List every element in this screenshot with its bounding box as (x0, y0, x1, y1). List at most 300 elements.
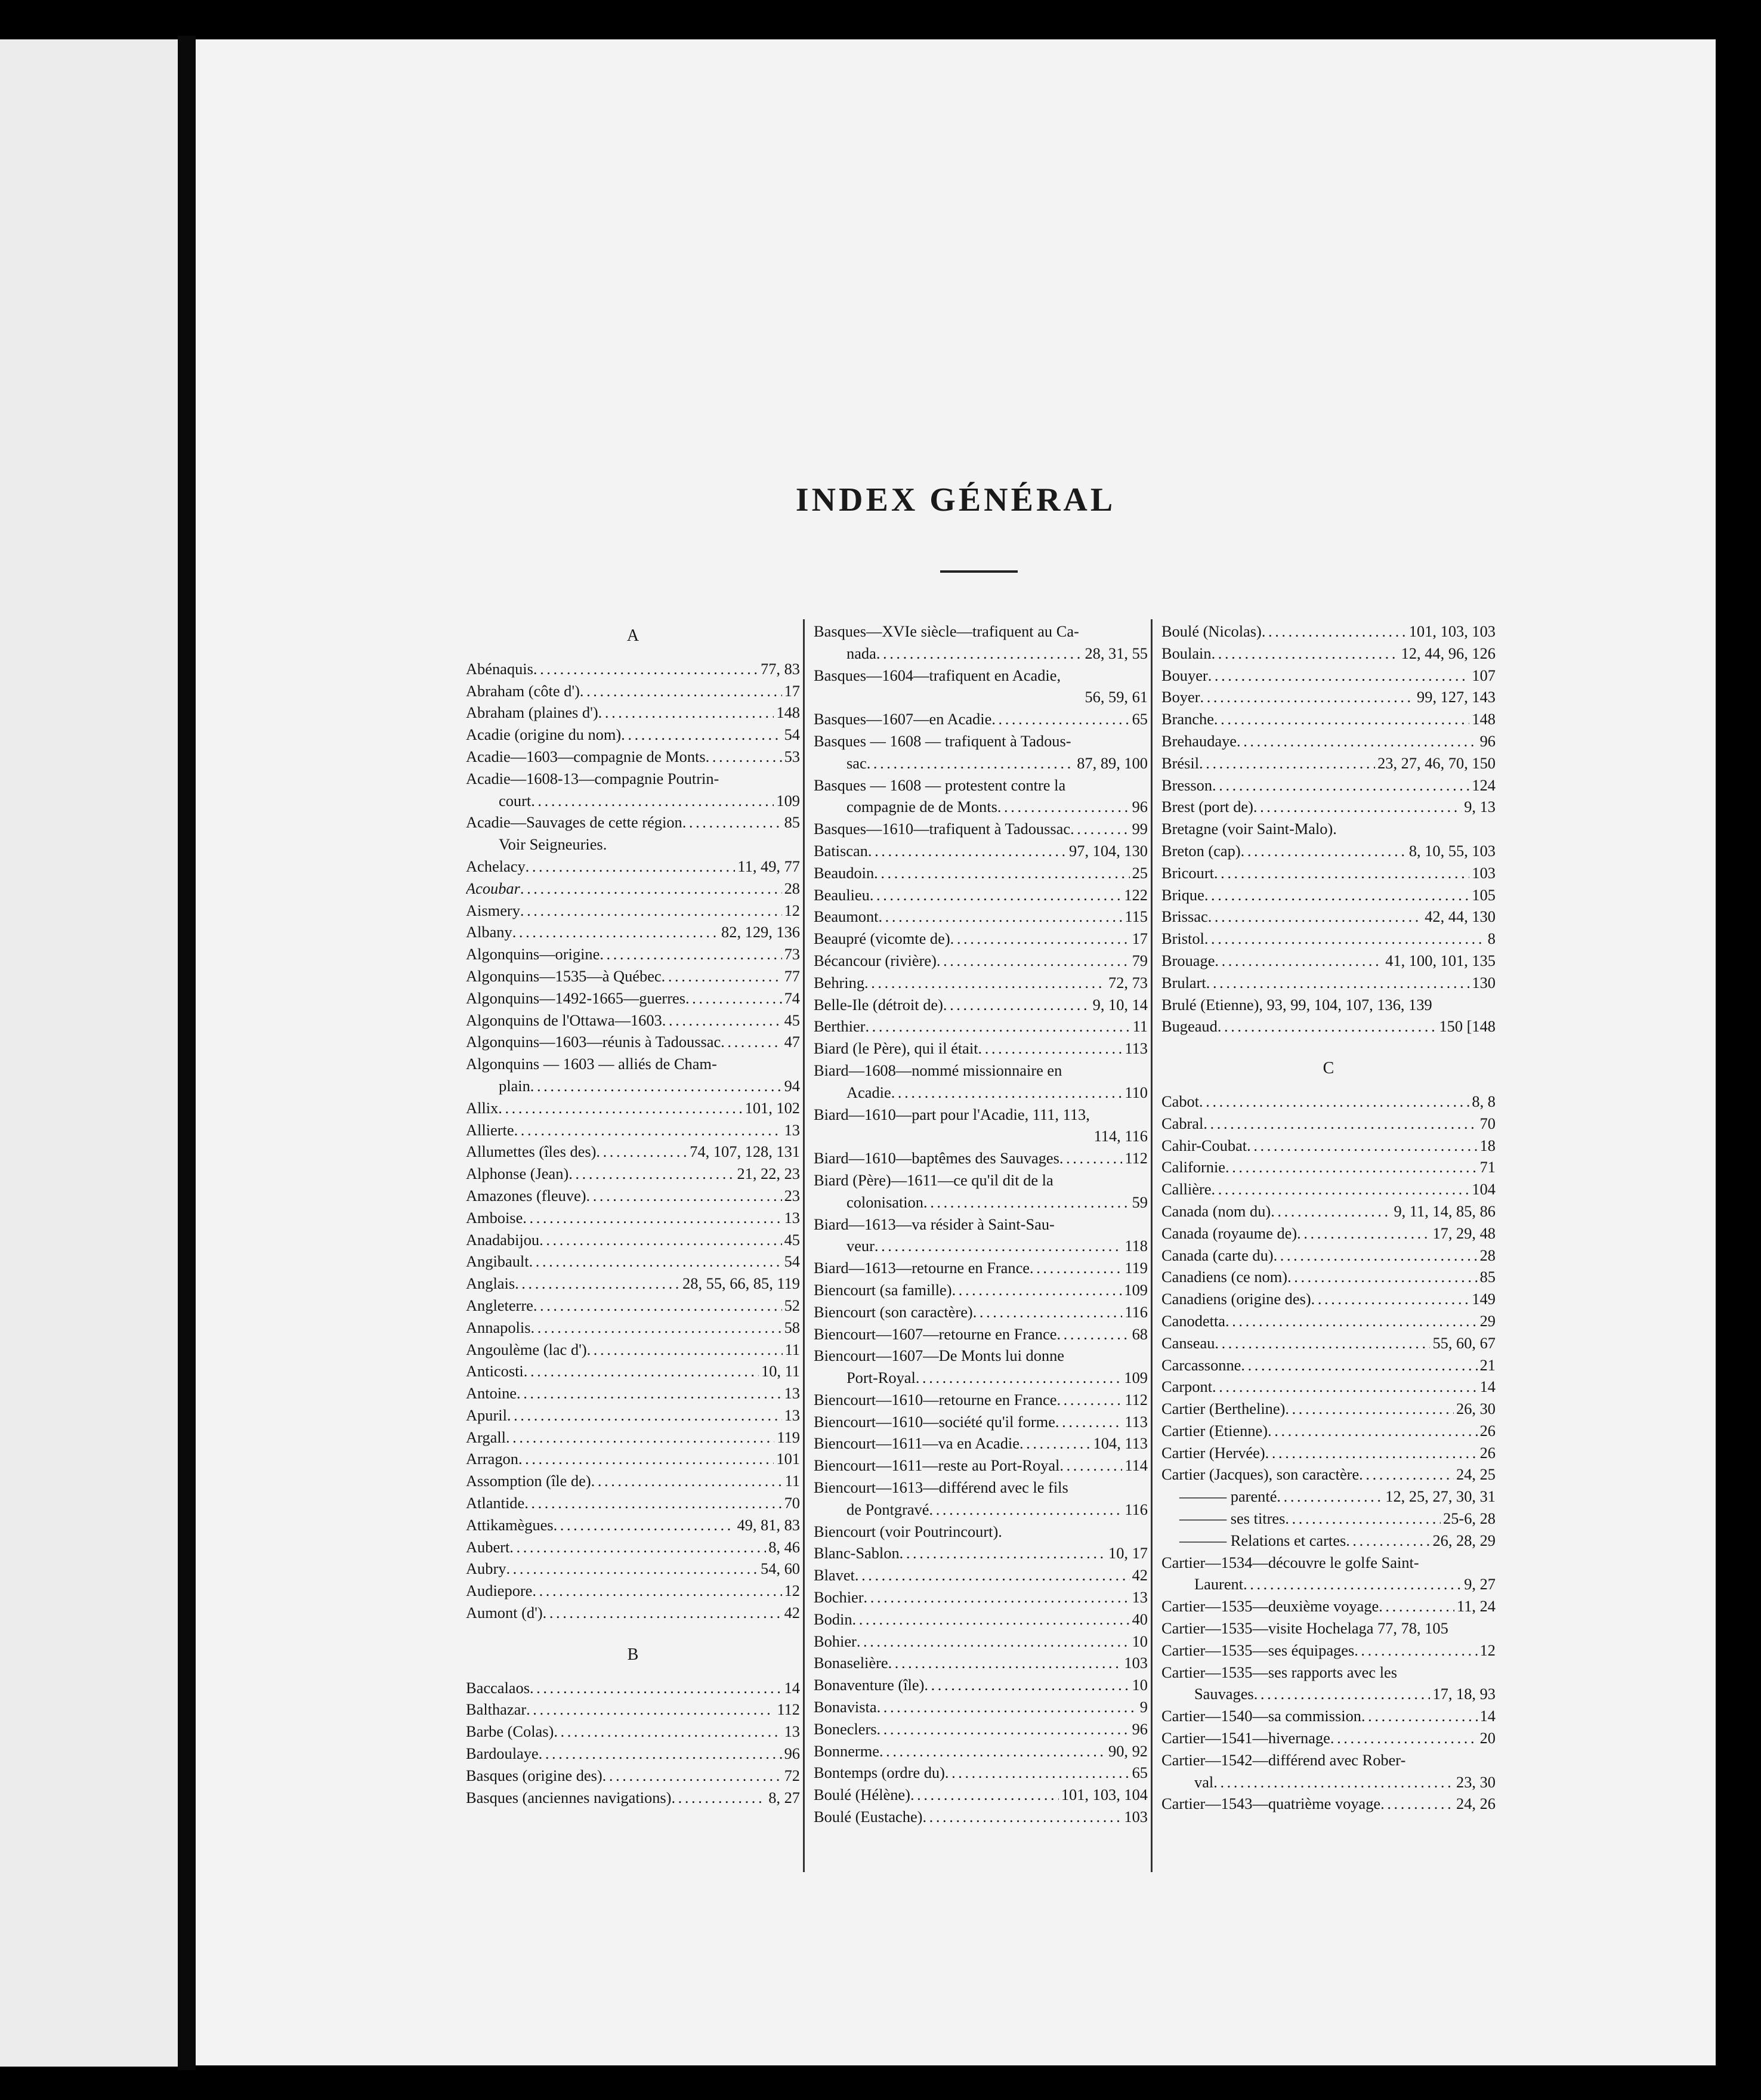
leader-dots (876, 643, 1083, 665)
entry-term: Biard—1610—baptêmes des Sauvages (814, 1149, 1059, 1168)
entry-pages: 24, 25 (1456, 1465, 1496, 1484)
entry-term: Brehaudaye (1161, 731, 1237, 750)
entry-term: Achelacy (466, 857, 526, 875)
entry-term: Cabot (1161, 1092, 1200, 1110)
entry-term: Bugeaud (1161, 1017, 1218, 1036)
leader-dots (868, 840, 1067, 862)
index-entry (814, 950, 1148, 972)
entry-term: Boulé (Hélène) (814, 1786, 910, 1804)
entry-term: Algonquins de l'Ottawa—1603 (466, 1011, 662, 1029)
entry-pages: 14 (784, 1678, 800, 1697)
entry-pages: 42 (784, 1604, 800, 1622)
index-entry (1161, 972, 1496, 994)
leader-dots (1204, 884, 1470, 906)
entry-term: Biencourt—1607—De Monts lui donne (814, 1347, 1065, 1365)
leader-dots (587, 1339, 783, 1361)
entry-term: Bricourt (1161, 863, 1214, 882)
entry-term: Acadie—Sauvages de cette région (466, 813, 682, 832)
entry-pages: 68 (1132, 1324, 1148, 1343)
entry-term: Blanc-Sablon (814, 1544, 900, 1562)
entry-pages: 97, 104, 130 (1069, 841, 1148, 860)
entry-term: de Pontgravé (846, 1500, 929, 1518)
leader-dots (1212, 1178, 1470, 1200)
entry-pages: 112 (1124, 1149, 1148, 1168)
entry-pages: 112 (777, 1700, 800, 1719)
leader-dots (598, 702, 774, 724)
index-entry (814, 1521, 1148, 1543)
entry-pages: 101, 103, 104 (1061, 1786, 1148, 1804)
leader-dots (1346, 1530, 1430, 1552)
leader-dots (1212, 1376, 1478, 1398)
index-entry (814, 1718, 1148, 1740)
leader-dots (530, 1677, 782, 1699)
entry-term: ——— Relations et cartes (1179, 1531, 1346, 1549)
entry-pages: 26 (1479, 1443, 1496, 1462)
entry-term: nada (846, 644, 876, 662)
entry-term: Angibault (466, 1252, 529, 1271)
entry-pages: 10 (1132, 1632, 1148, 1650)
leader-dots (874, 862, 1129, 884)
index-entry (1161, 1595, 1496, 1617)
entry-pages: 56, 59, 61 (1085, 688, 1148, 706)
entry-term: Biencourt—1610—retourne en France (814, 1390, 1057, 1409)
entry-term: Canodetta (1161, 1311, 1225, 1330)
leader-dots (514, 1119, 782, 1141)
entry-term: Brouage (1161, 951, 1215, 969)
leader-dots (506, 1558, 758, 1580)
entry-term: Allumettes (îles des) (466, 1142, 597, 1161)
index-entry (466, 1536, 800, 1558)
index-entry (1161, 1156, 1496, 1178)
index-entry (466, 680, 800, 702)
leader-dots (1204, 928, 1485, 950)
leader-dots (518, 1448, 774, 1470)
entry-pages: 42, 44, 130 (1425, 907, 1496, 926)
entry-pages: 96 (784, 1744, 800, 1763)
index-entry (466, 768, 800, 790)
entry-term: Anglais (466, 1274, 515, 1293)
entry-pages: 112 (1124, 1390, 1148, 1409)
leader-dots (1019, 1432, 1091, 1454)
entry-pages: 28, 31, 55 (1085, 644, 1148, 662)
leader-dots (997, 796, 1130, 818)
entry-pages: 26 (1479, 1421, 1496, 1440)
section-letter-c: C (1323, 1059, 1334, 1078)
leader-dots (1070, 818, 1130, 840)
entry-pages: 17 (1132, 929, 1148, 948)
entry-term: sac (846, 753, 867, 772)
entry-term: Basques—1604—trafiquent en Acadie, (814, 666, 1061, 684)
entry-term: Cartier—1535—ses rapports avec les (1161, 1663, 1398, 1681)
index-entry (466, 856, 800, 878)
leader-dots (1254, 1683, 1431, 1705)
entry-pages: 10, 17 (1108, 1544, 1148, 1562)
entry-term: Canseau (1161, 1333, 1215, 1352)
entries-b (466, 1677, 800, 1809)
entry-term: Biard (Père)—1611—ce qu'il dit de la (814, 1171, 1053, 1189)
leader-dots (924, 1674, 1129, 1696)
index-entry (814, 752, 1148, 774)
entry-pages: 148 (776, 703, 800, 722)
index-entry (814, 1082, 1148, 1104)
index-entry (814, 862, 1148, 884)
index-entry (466, 1185, 800, 1207)
entry-term: Biencourt (voir Poutrincourt). (814, 1522, 1002, 1540)
entry-term: Biard (le Père), qui il était (814, 1039, 978, 1058)
entry-term: Bodin (814, 1610, 852, 1628)
leader-dots (662, 1009, 782, 1032)
leader-dots (943, 994, 1090, 1016)
entry-term: court (499, 791, 532, 810)
entry-pages: 70 (784, 1494, 800, 1512)
leader-dots (580, 680, 782, 702)
entry-term: Brique (1161, 885, 1204, 904)
entry-pages: 52 (784, 1296, 800, 1314)
entry-pages: 77 (784, 966, 800, 985)
index-entry (466, 833, 800, 856)
entry-term: Cartier—1535—visite Hochelaga 77, 78, 105 (1161, 1619, 1448, 1638)
entry-term: Biard—1613—retourne en France (814, 1259, 1030, 1277)
entry-term: Cartier (Bertheline) (1161, 1400, 1286, 1418)
index-entry (814, 1367, 1148, 1389)
leader-dots (526, 1698, 774, 1721)
leader-dots (1203, 1113, 1477, 1135)
entry-term: Algonquins—1492-1665—guerres (466, 989, 685, 1007)
entry-term: Boulain (1161, 644, 1212, 662)
index-entry (814, 686, 1148, 708)
index-entry (814, 1257, 1148, 1279)
index-entry (1161, 1463, 1496, 1486)
index-entry (466, 900, 800, 922)
entry-term: Bristol (1161, 929, 1204, 948)
entry-pages: 9, 10, 14 (1092, 995, 1148, 1014)
leader-dots (512, 921, 719, 943)
entry-term: Aubry (466, 1559, 506, 1578)
index-entry (1161, 884, 1496, 906)
leader-dots (600, 943, 781, 965)
entry-term: Cartier—1535—ses équipages (1161, 1641, 1355, 1659)
leader-dots (973, 1301, 1123, 1323)
index-entry (466, 1404, 800, 1426)
entry-term: Argall (466, 1428, 506, 1446)
leader-dots (950, 928, 1130, 950)
leader-dots (515, 1273, 680, 1295)
entry-term: Acadie (846, 1083, 891, 1101)
index-entry (1161, 686, 1496, 708)
entry-pages: 54 (784, 725, 800, 744)
entry-term: Cartier—1541—hivernage (1161, 1729, 1330, 1747)
index-entry (814, 1169, 1148, 1191)
entry-term: Blavet (814, 1566, 855, 1585)
index-entry (1161, 1015, 1496, 1037)
entry-term: Biard—1608—nommé missionnaire en (814, 1061, 1062, 1079)
entry-term: Canada (royaume de) (1161, 1224, 1297, 1242)
entry-pages: 23, 30 (1456, 1772, 1496, 1791)
leader-dots (530, 1075, 782, 1097)
entry-pages: 53 (784, 747, 800, 765)
entry-term: Bonnerme (814, 1741, 879, 1760)
index-entry (814, 1279, 1148, 1301)
column-separator (1151, 619, 1153, 1872)
leader-dots (857, 1630, 1130, 1653)
entry-term: Acadie—1608-13—compagnie Poutrin- (466, 769, 719, 788)
entry-term: Basques—XVIe siècle—trafiquent au Ca- (814, 622, 1079, 640)
index-entry (1161, 928, 1496, 950)
entry-term: Brest (port de) (1161, 798, 1253, 816)
entry-pages: 9, 13 (1464, 798, 1496, 816)
column-separator (803, 619, 805, 1872)
entry-term: Basques (anciennes navigations) (466, 1788, 672, 1806)
leader-dots (1056, 1323, 1129, 1345)
entry-pages: 8, 10, 55, 103 (1408, 841, 1496, 860)
entry-term: Beaupré (vicomte de) (814, 929, 950, 948)
entry-term: Arragon (466, 1450, 518, 1468)
index-entry (814, 818, 1148, 840)
leader-dots (1208, 665, 1470, 687)
entry-term: Californie (1161, 1158, 1225, 1176)
index-entry (1161, 1793, 1496, 1815)
entry-pages: 116 (1124, 1302, 1148, 1321)
entry-term: Bonaselière (814, 1654, 888, 1672)
entry-pages: 73 (784, 945, 800, 963)
entry-term: Behring (814, 973, 865, 992)
entry-term: plain (499, 1076, 530, 1095)
leader-dots (1311, 1288, 1470, 1310)
index-entry (814, 1674, 1148, 1696)
entry-pages: 79 (1132, 951, 1148, 969)
entry-pages: 12, 44, 96, 126 (1401, 644, 1496, 662)
leader-dots (1206, 972, 1470, 994)
index-entry (1161, 1200, 1496, 1222)
entry-pages: 18 (1479, 1136, 1496, 1154)
index-entry (466, 1141, 800, 1163)
index-entry (814, 972, 1148, 994)
entry-pages: 49, 81, 83 (737, 1515, 800, 1534)
entry-pages: 109 (1124, 1280, 1148, 1299)
index-entry (814, 796, 1148, 818)
leader-dots (1225, 1310, 1478, 1332)
entry-pages: 99 (1132, 820, 1148, 838)
page-fold (178, 36, 196, 2070)
index-entry (466, 1426, 800, 1449)
entry-pages: 45 (784, 1011, 800, 1029)
index-entry (466, 1163, 800, 1185)
index-entry (466, 1492, 800, 1514)
leader-dots (520, 900, 782, 922)
index-entry (466, 1721, 800, 1743)
entry-pages: 10 (1132, 1676, 1148, 1694)
entry-term: Bontemps (ordre du) (814, 1764, 945, 1782)
index-entry (466, 921, 800, 943)
leader-dots (532, 1580, 781, 1602)
index-entry (814, 643, 1148, 665)
entry-term: Basques—1607—en Acadie (814, 710, 992, 728)
leader-dots (1059, 1147, 1122, 1169)
entry-term: Amazones (fleuve) (466, 1186, 586, 1205)
entry-pages: 58 (784, 1318, 800, 1336)
leader-dots (1253, 796, 1462, 818)
entry-term: Brissac (1161, 907, 1208, 926)
index-entry (1161, 708, 1496, 730)
index-entry (814, 884, 1148, 906)
leader-dots (706, 746, 782, 768)
index-entry (1161, 1662, 1496, 1684)
leader-dots (586, 1185, 782, 1207)
entry-pages: 8 (1487, 929, 1496, 948)
index-entry (466, 1743, 800, 1765)
index-entry (814, 1542, 1148, 1564)
entry-pages: 9 (1139, 1698, 1148, 1716)
entry-term: Allierte (466, 1120, 514, 1139)
leader-dots (507, 1404, 782, 1426)
leader-dots (922, 1806, 1122, 1828)
leader-dots (891, 1082, 1123, 1104)
leader-dots (526, 856, 736, 878)
leader-dots (596, 1141, 687, 1163)
entry-pages: 109 (1124, 1369, 1148, 1387)
index-entry (1161, 1420, 1496, 1442)
entry-pages: 21, 22, 23 (737, 1165, 800, 1183)
title-rule (940, 570, 1018, 573)
entry-pages: 103 (1472, 863, 1496, 882)
entry-pages: 118 (1124, 1237, 1148, 1255)
entry-pages: 12 (784, 901, 800, 919)
entry-term: Cabral (1161, 1114, 1204, 1132)
index-entry (1161, 1135, 1496, 1157)
index-entry (814, 1806, 1148, 1828)
entry-term: Acadie—1603—compagnie de Monts (466, 747, 706, 765)
entry-term: Biencourt (son caractère) (814, 1302, 973, 1321)
leader-dots (877, 1696, 1138, 1718)
entry-term: Canada (nom du) (1161, 1202, 1271, 1220)
index-entry (814, 1454, 1148, 1477)
leader-dots (1214, 862, 1469, 884)
index-entry (466, 1470, 800, 1492)
entries-a (466, 658, 800, 1624)
entry-term: veur (846, 1237, 875, 1255)
entry-pages: 149 (1472, 1290, 1496, 1308)
index-entry (466, 1295, 800, 1317)
leader-dots (1215, 950, 1383, 972)
entry-pages: 28, 55, 66, 85, 119 (682, 1274, 800, 1293)
index-entry (466, 1317, 800, 1339)
entry-term: Biencourt—1613—différend avec le fils (814, 1478, 1068, 1497)
entry-term: ——— parenté (1179, 1487, 1277, 1506)
index-entry (1161, 796, 1496, 818)
index-entry (466, 965, 800, 987)
entry-pages: 109 (776, 791, 800, 810)
index-entry (1161, 1442, 1496, 1464)
index-entry (1161, 1508, 1496, 1530)
entry-term: Cartier (Etienne) (1161, 1421, 1268, 1440)
entry-pages: 42 (1132, 1566, 1148, 1585)
entry-pages: 101 (776, 1450, 800, 1468)
entry-term: Basques—1610—trafiquent à Tadoussac (814, 820, 1071, 838)
entry-term: Brulé (Etienne), 93, 99, 104, 107, 136, 139 (1161, 995, 1432, 1014)
leader-dots (1215, 1332, 1430, 1354)
entry-pages: 41, 100, 101, 135 (1385, 951, 1496, 969)
entry-pages: 11, 24 (1457, 1597, 1496, 1616)
entry-term: val (1194, 1772, 1214, 1791)
leader-dots (554, 1721, 781, 1743)
entry-pages: 14 (1479, 1378, 1496, 1396)
entry-term: Bochier (814, 1588, 864, 1607)
entry-term: Anadabijou (466, 1230, 540, 1249)
index-entry (814, 1104, 1148, 1126)
index-page (196, 39, 1716, 2065)
entry-pages: 11 (784, 1472, 800, 1490)
index-entry (466, 790, 800, 812)
index-entry (814, 928, 1148, 950)
index-entry (814, 1125, 1148, 1147)
leader-dots (533, 658, 758, 680)
index-entry (814, 1564, 1148, 1586)
leader-dots (1285, 1398, 1454, 1420)
index-entry (466, 1207, 800, 1229)
entry-term: Bouyer (1161, 666, 1208, 684)
entry-term: Aumont (d') (466, 1604, 543, 1622)
index-entry (1161, 1266, 1496, 1288)
leader-dots (591, 1470, 783, 1492)
entry-term: Basques (origine des) (466, 1766, 603, 1784)
entry-pages: 103 (1124, 1808, 1148, 1826)
leader-dots (1354, 1639, 1477, 1662)
leader-dots (867, 752, 1075, 774)
entry-pages: 9, 11, 14, 85, 86 (1394, 1202, 1496, 1220)
index-entry (466, 1677, 800, 1699)
index-entry (466, 1765, 800, 1787)
entry-pages: 105 (1472, 885, 1496, 904)
index-entry (466, 1602, 800, 1624)
leader-dots (945, 1762, 1130, 1784)
index-column-2 (814, 620, 1148, 1828)
index-entry (814, 1191, 1148, 1213)
index-entry (1161, 1617, 1496, 1639)
index-entry (466, 1097, 800, 1119)
entry-pages: 72 (784, 1766, 800, 1784)
entry-pages: 119 (1124, 1259, 1148, 1277)
index-entry (1161, 818, 1496, 840)
entry-pages: 11, 49, 77 (737, 857, 800, 875)
index-entry (466, 1031, 800, 1053)
entry-term: Canada (carte du) (1161, 1246, 1274, 1264)
entry-term: Batiscan (814, 841, 868, 860)
leader-dots (1225, 1156, 1478, 1178)
index-entry (1161, 1113, 1496, 1135)
index-entry (466, 878, 800, 900)
leader-dots (1359, 1463, 1454, 1486)
entry-term: Cartier—1534—découvre le golfe Saint- (1161, 1553, 1419, 1571)
entry-term: Angleterre (466, 1296, 533, 1314)
index-entry (1161, 862, 1496, 884)
index-column-1 (466, 620, 800, 1808)
index-entry (466, 1558, 800, 1580)
leader-dots (1199, 752, 1375, 774)
entry-term: Branche (1161, 710, 1214, 728)
entry-term: colonisation (846, 1193, 924, 1211)
index-entry (1161, 1683, 1496, 1705)
entry-pages: 107 (1472, 666, 1496, 684)
index-entry (814, 1147, 1148, 1169)
index-entry (814, 906, 1148, 928)
leader-dots (937, 950, 1130, 972)
leader-dots (870, 884, 1122, 906)
index-entry (1161, 1486, 1496, 1508)
entry-term: Bécancour (rivière) (814, 951, 937, 969)
index-entry (1161, 774, 1496, 796)
index-entry (1161, 1573, 1496, 1595)
entry-term: Boyer (1161, 688, 1200, 706)
